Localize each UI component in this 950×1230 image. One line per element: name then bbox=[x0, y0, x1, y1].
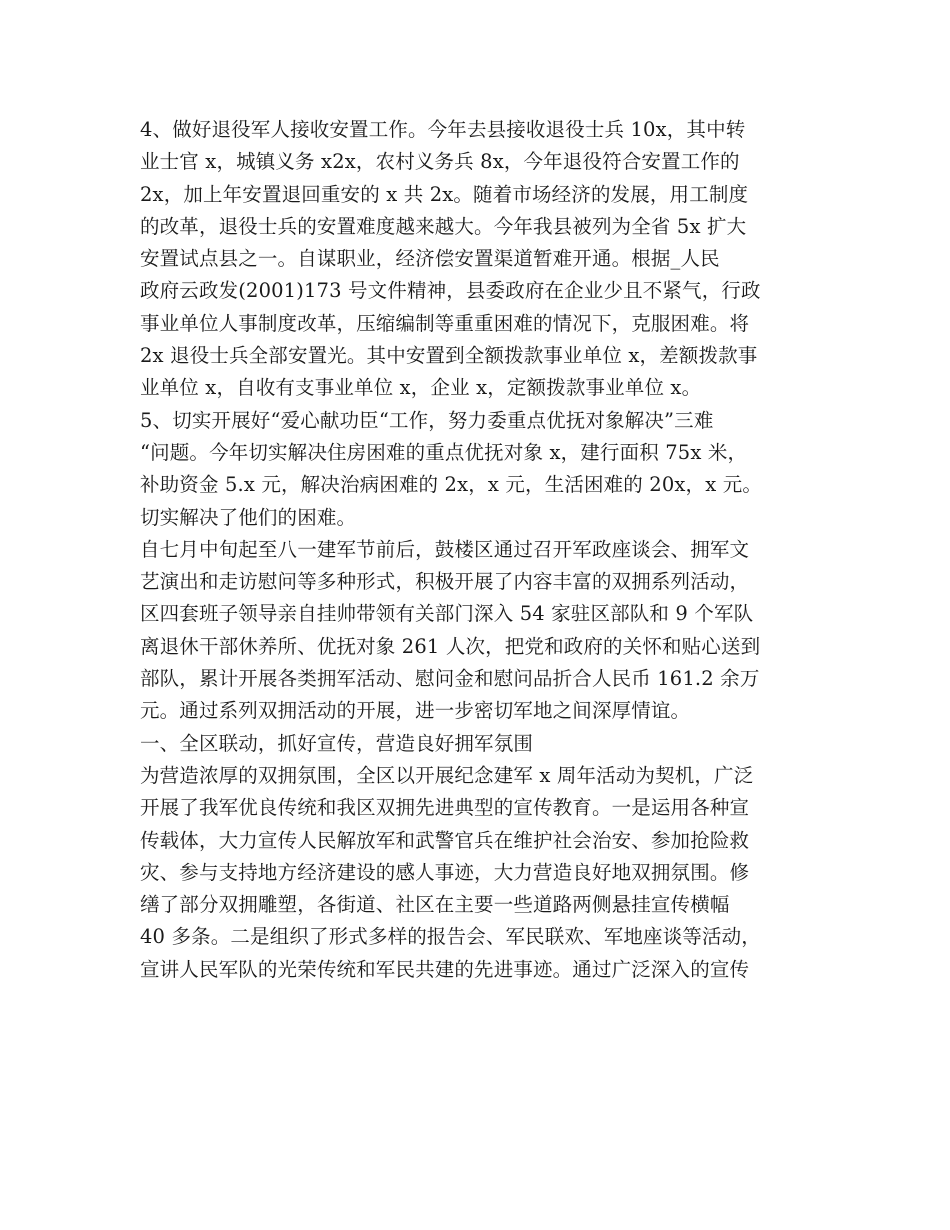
text-line: 2x 退役士兵全部安置光。其中安置到全额拨款事业单位 x，差额拨款事 bbox=[140, 344, 758, 368]
text-line: 业单位 x，自收有支事业单位 x，企业 x，定额拨款事业单位 x。 bbox=[140, 376, 702, 400]
text-line: 元。通过系列双拥活动的开展，进一步密切军地之间深厚情谊。 bbox=[140, 699, 691, 723]
text-line: 补助资金 5.x 元，解决治病困难的 2x，x 元，生活困难的 20x，x 元。 bbox=[140, 473, 763, 497]
text-line: 缮了部分双拥雕塑，各街道、社区在主要一些道路两侧悬挂宣传横幅 bbox=[140, 893, 730, 917]
text-line: 开展了我军优良传统和我区双拥先进典型的宣传教育。一是运用各种宣 bbox=[140, 796, 750, 820]
text-line: 4、做好退役军人接收安置工作。今年去县接收退役士兵 10x，其中转 bbox=[140, 118, 746, 141]
text-line: 为营造浓厚的双拥氛围，全区以开展纪念建军 x 周年活动为契机，广泛 bbox=[140, 763, 754, 787]
text-line: 40 多条。二是组织了形式多样的报告会、军民联欢、军地座谈等活动， bbox=[140, 925, 761, 949]
text-line: 2x，加上年安置退回重安的 x 共 2x。随着市场经济的发展，用工制度 bbox=[140, 182, 749, 206]
document-body bbox=[140, 114, 830, 986]
text-line: “问题。今年切实解决住房困难的重点优抚对象 x，建行面积 75x 米， bbox=[140, 440, 748, 464]
text-line: 传载体，大力宣传人民解放军和武警官兵在维护社会治安、参加抢险救 bbox=[140, 828, 750, 852]
text-line: 的改革，退役士兵的安置难度越来越大。今年我县被列为全省 5x 扩大 bbox=[140, 214, 747, 238]
text-line: 艺演出和走访慰问等多种形式，积极开展了内容丰富的双拥系列活动， bbox=[140, 570, 750, 594]
text-line: 5、切实开展好“爱心献功臣“工作，努力委重点优抚对象解决”三难 bbox=[140, 408, 714, 432]
text-line: 离退休干部休养所、优抚对象 261 人次，把党和政府的关怀和贴心送到 bbox=[140, 634, 761, 658]
text-line: 事业单位人事制度改革，压缩编制等重重困难的情况下，克服困难。将 bbox=[140, 311, 750, 335]
text-line: 安置试点县之一。自谋职业，经济偿安置渠道暂难开通。根据_人民 bbox=[140, 247, 720, 271]
text-line: 业士官 x，城镇义务 x2x，农村义务兵 8x，今年退役符合安置工作的 bbox=[140, 150, 740, 174]
text-line: 部队，累计开展各类拥军活动、慰问金和慰问品折合人民币 161.2 余万 bbox=[140, 667, 760, 691]
text-line: 区四套班子领导亲自挂帅带领有关部门深入 54 家驻区部队和 9 个军队 bbox=[140, 602, 754, 626]
text-line: 自七月中旬起至八一建军节前后，鼓楼区通过召开军政座谈会、拥军文 bbox=[140, 537, 750, 561]
text-line: 宣讲人民军队的光荣传统和军民共建的先进事迹。通过广泛深入的宣传 bbox=[140, 957, 750, 981]
text-line: 灾、参与支持地方经济建设的感人事迹，大力营造良好地双拥氛围。修 bbox=[140, 860, 750, 884]
section-heading: 一、全区联动，抓好宣传，营造良好拥军氛围 bbox=[140, 731, 534, 755]
text-line: 政府云政发(2001)173 号文件精神，县委政府在企业少且不紧气，行政 bbox=[140, 279, 761, 303]
text-line: 切实解决了他们的困难。 bbox=[140, 505, 357, 529]
